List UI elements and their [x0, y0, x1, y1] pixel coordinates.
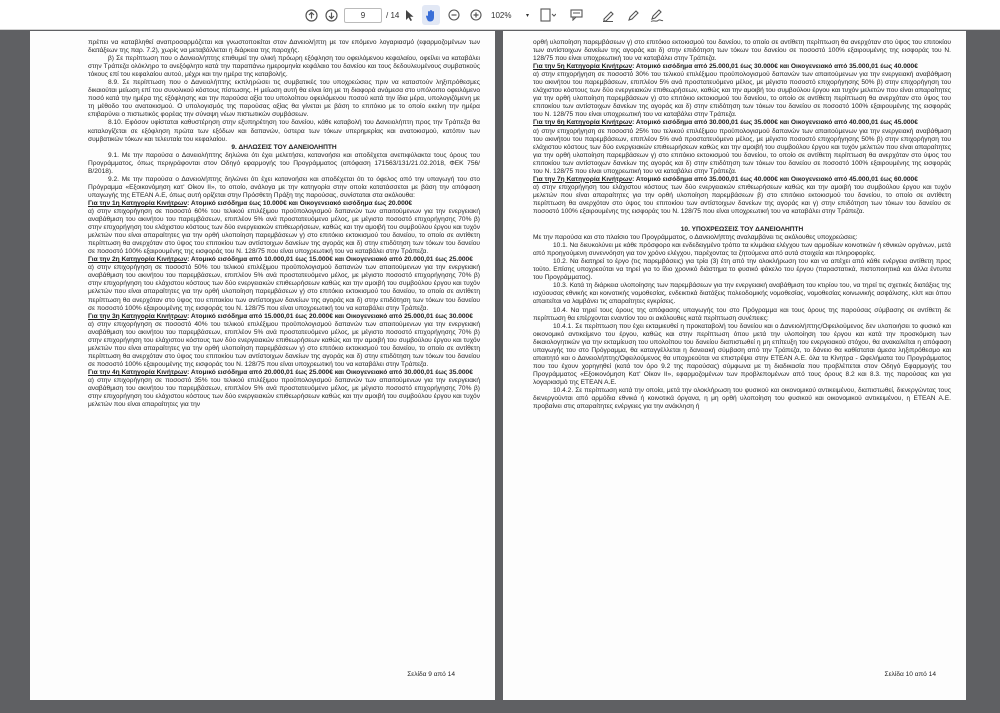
paragraph: πρέπει να καταβληθεί αναπροσαρμόζεται και γνωστοποιείται στον Δανειολήπτη με τον επόμενο λογαριασμό (εφαρμοζομένων των διατάξεων της παρ. 7.2), χωρίς να μεταβάλλεται η διάρκεια της παροχής.	[88, 39, 480, 55]
category-heading: Για την 7η Κατηγορία Κινήτρων: Ατομικό εισόδημα από 35.000,01 έως 40.000€ και Οικογενειακό από 45.000,01 έως 60.000€	[533, 175, 918, 183]
paragraph: 10.4. Να τηρεί τους όρους της απόφασης υπαγωγής του στο Πρόγραμμα και τους όρους της παρούσας σύμβασης σε αντίθετη δε περίπτωση θα επέρχονται εναντίον του οι ακόλουθες κατά περίπτωση συνέπειες:	[533, 306, 951, 322]
arrow-down-icon[interactable]	[322, 0, 340, 30]
section-heading: 10. ΥΠΟΧΡΕΩΣΕΙΣ ΤΟΥ ΔΑΝΕΙΟΛΗΠΤΗ	[680, 226, 804, 234]
category-heading: Για την 4η Κατηγορία Κινήτρων: Ατομικό εισόδημα από 20.000,01 έως 25.000€ και Οικογενειακό από 30.000,01 έως 35.000€	[88, 368, 473, 376]
paragraph: 8.10. Εφόσον υφίσταται καθυστέρηση στην εξυπηρέτηση του δανείου, κάθε καταβολή του Δανειολήπτη προς την Τράπεζα θα καταλογίζεται σε εξόφληση πρώτα των εξόδων και δαπανών, ύστερα των τόκων υπερημερίας και ανατοκισμού, κατόπιν των συμβατικών τόκων και τελευταία του κεφαλαίου.	[88, 119, 480, 143]
zoom-value: 102%	[491, 11, 512, 20]
toolbar	[0, 0, 1000, 30]
paragraph: 10.2. Να διατηρεί το έργο (τις παρεμβάσεις) για τρία (3) έτη από την ολοκλήρωση του και να απέχει από κάθε ενέργεια αντίθετη προς τούτο. Επίσης υποχρεούται να τηρεί για το ίδιο χρονικό διάστημα το φυσικό φάκελο του έργου (παραστατικά, πιστοποιητικά και άλλα έντυπα του Προγράμματος).	[533, 258, 951, 282]
page-number-input[interactable]	[344, 8, 382, 23]
paragraph: ορθή υλοποίηση παρεμβάσεων γ) στο επιτόκιο εκτοκισμού του δανείου, το οποίο σε αντίθετη περίπτωση θα ανερχόταν στο ύψος του επιτοκίου των αντίστοιχων δανείων της αγοράς και δ) στην επιδότηση των τόκων του δανείου σε ποσοστό 100% εξαιρουμένης της εισφοράς του Ν. 128/75 που είναι υποχρεωτική του να καταβάλει στην Τράπεζα.	[533, 39, 951, 63]
pen-icon[interactable]	[625, 0, 641, 30]
page-current: 9	[360, 11, 366, 20]
category-text: α) στην επιχορήγηση σε ποσοστό 40% του τελικού επιλέξιμου προϋπολογισμού δαπανών των απαιτούμενων για την ενεργειακή αναβάθμιση του ακινήτου του παρεμβάσεων, επιπλέον 5% ανά προστατευόμενο μέλος, με μέγιστο ποσοστό επιχορήγησης 70% β) στην επιχορήγηση του ελάχιστου κόστους των δύο ενεργειακών επιθεωρήσεων καθώς και την αμοιβή του συμβούλου έργου και τυχόν μελετών που είναι απαραίτητες για την ορθή υλοποίηση παρεμβάσεων γ) στο επιτόκιο εκτοκισμού του δανείου, το οποίο σε αντίθετη περίπτωση θα ανερχόταν στο ύψος του επιτοκίου των αντίστοιχων δανείων της αγοράς και δ) στην επιδότηση των τόκων του δανείου σε ποσοστό 100% εξαιρουμένης της εισφοράς του Ν. 128/75 που είναι υποχρεωτική του να καταβάλει στην Τράπεζα.	[88, 320, 480, 368]
comment-icon[interactable]	[568, 0, 584, 30]
category-heading: Για την 3η Κατηγορία Κινήτρων: Ατομικό εισόδημα από 15.000,01 έως 20.000€ και Οικογενειακό από 25.000,01 έως 30.000€	[88, 312, 473, 320]
category-heading: Για την 1η Κατηγορία Κινήτρων: Ατομικό εισόδημα έως 10.000€ και Οικογενειακό εισόδημα έως 20.000€	[88, 199, 413, 207]
zoom-select[interactable]	[488, 8, 532, 23]
highlight-icon[interactable]	[600, 0, 616, 30]
hand-icon[interactable]	[422, 5, 440, 25]
pointer-icon[interactable]	[402, 0, 416, 30]
zoom-in-icon[interactable]	[468, 0, 484, 30]
paragraph: 10.4.2. Σε περίπτωση κατά την οποία, μετά την ολοκλήρωση του φυσικού και οικονομικού αντικειμένου, διαπιστωθεί, διενεργώντας τους διενεργούνται από αρμόδια εθνικά ή κοινοτικά όργανα, η μη ορθή υλοποίηση του φυσικού και οικονομικού αντικειμένου, η ΕΤΕΑΝ Α.Ε. προβαίνει στις απαραίτητες ενέργειες για την ανάκληση ή	[533, 386, 951, 411]
category-text: α) στην επιχορήγηση σε ποσοστό 50% του τελικού επιλέξιμου προϋπολογισμού δαπανών των απαιτούμενων για την ενεργειακή αναβάθμιση του ακινήτου του παρεμβάσεων, επιπλέον 5% ανά προστατευόμενο μέλος, με μέγιστο ποσοστό επιχορήγησης 70% β) στην επιχορήγηση του ελάχιστου κόστους των δύο ενεργειακών επιθεωρήσεων καθώς και την αμοιβή του συμβούλου έργου και τυχόν μελετών που είναι απαραίτητες για την ορθή υλοποίηση παρεμβάσεων γ) στο επιτόκιο εκτοκισμού του δανείου, το οποίο σε αντίθετη περίπτωση θα ανερχόταν στο ύψος του επιτοκίου των αντίστοιχων δανείων της αγοράς και δ) στην επιδότηση των τόκων του δανείου σε ποσοστό 100% εξαιρουμένης της εισφοράς του Ν. 128/75 που είναι υποχρεωτική του να καταβάλει στην Τράπεζα.	[88, 264, 480, 312]
category-text: α) στην επιχορήγηση σε ποσοστό 35% του τελικού επιλέξιμου προϋπολογισμού δαπανών των απαιτούμενων για την ενεργειακή αναβάθμιση του ακινήτου του παρεμβάσεων, επιπλέον 5% ανά προστατευόμενο μέλος, με μέγιστο ποσοστό επιχορήγησης 70% β) στην επιχορήγηση του ελάχιστου κόστους των δύο ενεργειακών επιθεωρήσεων καθώς και την αμοιβή του συμβούλου έργου και τυχόν μελετών που είναι απαραίτητες για την	[88, 376, 480, 409]
paragraph: 10.4.1. Σε περίπτωση που έχει εκταμιευθεί η προκαταβολή του δανείου και ο Δανειολήπτης/Οφειλούμενος δεν υλοποιήσει το φυσικό και οικονομικό αντικείμενο του έργου, καθώς και στην περίπτωση όπου μετά την υλοποίηση του έργου και κατά την προσκόμιση των δικαιολογητικών για την εκταμίευση του υπολοίπου του δανείου διαπιστωθεί η μη επίτευξη του ενεργειακού στόχου, θα ανακαλείται η απόφαση υπαγωγής του στο Πρόγραμμα, θα καταγγέλλεται η δανειακή σύμβαση από την Τράπεζα, το δάνειο θα καθίσταται άμεσα ληξιπρόθεσμο και απαιτητό και ο Δανειολήπτης/Οφειλούμενος θα υποχρεούται να επιστρέψει στην ΕΤΕΑΝ Α.Ε. όλα τα Κίνητρα - Ωφελήματα του Προγράμματος που του έχουν χορηγηθεί (κατά τον όρο 9.2 της παρούσας) σύμφωνα με τη διαδικασία που προβλέπεται στον Οδηγό Εφαρμογής του Προγράμματος «Εξοικονόμηση Κατ' Οίκον ΙΙ», εφαρμοζομένων των προβλεπομένων από τους όρους 8.2 και 8.3. της παρούσας και για λογαριασμό της ΕΤΕΑΝ Α.Ε.	[533, 322, 951, 386]
category-heading: Για την 5η Κατηγορία Κινήτρων: Ατομικό εισόδημα από 25.000,01 έως 30.000€ και Οικογενειακό από 35.000,01 έως 40.000€	[533, 63, 918, 71]
page-footer: Σελίδα 10 από 14	[884, 671, 936, 678]
paragraph: 10.3. Κατά τη διάρκεια υλοποίησης των παρεμβάσεων για την ενεργειακή αναβάθμιση του κτιρίου του, να τηρεί τις σχετικές διατάξεις της ισχύουσας εθνικής και κοινοτικής νομοθεσίας, ενδεικτικά διατάξεις πολεοδομικής νομοθεσίας, νομοθεσίας κοινωνικής ασφάλισης, κλπ και όπου απαιτείται να λαμβάνει τις απαραίτητες εγκρίσεις.	[533, 282, 951, 306]
category-text: α) στην επιχορήγηση σε ποσοστό 25% του τελικού επιλέξιμου προϋπολογισμού δαπανών των απαιτούμενων για την ενεργειακή αναβάθμιση του ακινήτου του παρεμβάσεων, επιπλέον 5% ανά προστατευόμενο μέλος, με μέγιστο ποσοστό επιχορήγησης 50% β) στην επιχορήγηση του ελάχιστου κόστους των δύο ενεργειακών επιθεωρήσεων καθώς και την αμοιβή του συμβούλου έργου και τυχόν μελετών που είναι απαραίτητες για την ορθή υλοποίηση παρεμβάσεων γ) στο επιτόκιο εκτοκισμού του δανείου, το οποίο σε αντίθετη περίπτωση θα ανερχόταν στο ύψος του επιτοκίου των αντίστοιχων δανείων της αγοράς και δ) στην επιδότηση των τόκων του δανείου σε ποσοστό 100% εξαιρουμένης της εισφοράς του Ν. 128/75 που είναι υποχρεωτική του να καταβάλει στην Τράπεζα.	[533, 127, 951, 175]
paragraph: 10.1. Να διευκολύνει με κάθε πρόσφορο και ενδεδειγμένο τρόπο τα κλιμάκια ελέγχου των αρμοδίων κοινοτικών ή εθνικών οργάνων, μετά από προηγούμενη συνεννόηση για τον χρόνο ελέγχου, παρέχοντας τα ζητούμενα από αυτά στοιχεία και πληροφορίες.	[533, 242, 951, 258]
paragraph: 8.9. Σε περίπτωση που ο Δανειολήπτης εκπληρώσει τις συμβατικές του υποχρεώσεις πριν να καταστούν ληξιπρόθεσμες δικαιούται μείωση επί του συνολικού κόστους πίστωσης. Η μείωση αυτή θα είναι ίση με τη διαφορά ανάμεσα στο υπόλοιπο οφειλόμενο ποσό κατά την ημέρα της εξόφλησης και την παρούσα αξία του υπολοίπου οφειλόμενου ποσού κατά την ίδια μέρα, υπολογιζόμενη με τη μέθοδο του ανατοκισμού. Ο υπολογισμός της παρούσας αξίας θα γίνεται με βάση το επιτόκιο με το οποίο εκείνη την ημέρα επιβαρύνει ο πιστωτικός φορέας την σύναψη νέων πιστωτικών συμβάσεων.	[88, 79, 480, 119]
page-10	[503, 31, 966, 700]
paragraph: Με την παρούσα και στο πλαίσιο του Προγράμματος, ο Δανειολήπτης αναλαμβάνει τις ακόλουθες υποχρεώσεις:	[533, 234, 858, 242]
page-9-body	[88, 39, 480, 409]
page-9	[30, 31, 495, 700]
page-10-body	[533, 39, 951, 411]
page-total: / 14	[386, 11, 400, 20]
paragraph: β) Σε περίπτωση που ο Δανειολήπτης επιθυμεί την ολική πρόωρη εξόφληση του οφειλόμενου κεφαλαίου, οφείλει να καταβάλει στην Τράπεζα ολόκληρο το ανεξόφλητο κατά την παραπάνω ημερομηνία κεφάλαιο του δανείου και τους δεδουλευμένους συμβατικούς τόκους επί του κεφαλαίου αυτού, μέχρι και την ημέρα της καταβολής.	[88, 55, 480, 79]
zoom-out-icon[interactable]	[446, 0, 462, 30]
category-text: α) στην επιχορήγηση του ελάχιστου κόστους των δύο ενεργειακών επιθεωρήσεων καθώς και την αμοιβή του συμβούλου έργου και τυχόν μελετών που είναι απαραίτητες για την ορθή υλοποίηση παρεμβάσεων β) στο επιτόκιο εκτοκισμού του δανείου, το οποίο σε αντίθετη περίπτωση θα ανερχόταν στο ύψος του επιτοκίου των αντίστοιχων δανείων της αγοράς και γ) στην επιδότηση των τόκων του δανείου σε ποσοστό 100% εξαιρουμένης της εισφοράς του Ν. 128/75 που είναι υποχρεωτική του να καταβάλει στην Τράπεζα.	[533, 183, 951, 215]
paragraph: 9.1. Με την παρούσα ο Δανειολήπτης δηλώνει ότι έχει μελετήσει, κατανοήσει και αποδέχεται ανεπιφύλακτα τους όρους του Προγράμματος, όπως περιγράφονται στον Οδηγό εφαρμογής του Προγράμματος (απόφαση 171563/131/21.02.2018, ΦΕΚ 756/Β/2018).	[88, 151, 480, 175]
category-text: α) στην επιχορήγηση σε ποσοστό 30% του τελικού επιλέξιμου προϋπολογισμού δαπανών των απαιτούμενων για την ενεργειακή αναβάθμιση του ακινήτου του παρεμβάσεων, επιπλέον 5% ανά προστατευόμενο μέλος, με μέγιστο ποσοστό επιχορήγησης 50% β) στην επιχορήγηση του ελάχιστου κόστους των δύο ενεργειακών επιθεωρήσεων, καθώς και την αμοιβή του συμβούλου έργου και τυχόν μελετών που είναι απαραίτητες για την ορθή υλοποίηση παρεμβάσεων γ) στο επιτόκιο εκτοκισμού του δανείου, το οποίο σε αντίθετη περίπτωση θα ανερχόταν στο ύψος του επιτοκίου των αντίστοιχων δανείων της αγοράς και δ) στην επιδότηση των τόκων του δανείου σε ποσοστό 100% εξαιρουμένης της εισφοράς του Ν. 128/75 που είναι υποχρεωτική του να καταβάλει στην Τράπεζα.	[533, 71, 951, 119]
chevron-down-icon: ▾	[525, 13, 529, 19]
category-text: α) στην επιχορήγηση σε ποσοστό 60% του τελικού επιλέξιμου προϋπολογισμού δαπανών των απαιτούμενων για την ενεργειακή αναβάθμιση του ακινήτου του παρεμβάσεων, επιπλέον 5% ανά προστατευόμενο μέλος, με μέγιστο ποσοστό επιχορήγησης 70% β) στην επιχορήγηση του ελάχιστου κόστους των δύο ενεργειακών επιθεωρήσεων, καθώς και την αμοιβή του συμβούλου έργου και τυχόν μελετών που είναι απαραίτητες για την ορθή υλοποίηση παρεμβάσεων γ) στο επιτόκιο εκτοκισμού του δανείου, το οποίο σε αντίθετη περίπτωση θα ανερχόταν στο ύψος του επιτοκίου των αντίστοιχων δανείων της αγοράς και δ) στην επιδότηση των τόκων του δανείου σε ποσοστό 100% εξαιρουμένης της εισφοράς του Ν. 128/75 που είναι υποχρεωτική του να καταβάλει στην Τράπεζα.	[88, 207, 480, 256]
page-container[interactable]	[0, 31, 1000, 713]
section-heading: 9. ΔΗΛΩΣΕΙΣ ΤΟΥ ΔΑΝΕΙΟΛΗΠΤΗ	[231, 143, 337, 151]
sign-icon[interactable]	[648, 0, 666, 30]
category-heading: Για την 2η Κατηγορία Κινήτρων: Ατομικό εισόδημα από 10.000,01 έως 15.000€ και Οικογενειακό από 20.000,01 έως 25.000€	[88, 256, 473, 264]
paragraph: 9.2. Με την παρούσα ο Δανειολήπτης δηλώνει ότι έχει κατανοήσει και αποδέχεται ότι το όφελος από την υπαγωγή του στο Πρόγραμμα «Εξοικονόμηση κατ' Οίκον ΙΙ», το οποίο, ανάλογα με την κατηγορία στην οποία κατατάσσεται με βάση την απόφαση υπαγωγής της ΕΤΕΑΝ Α.Ε, όπως αυτή ορίζεται στην Πρόσθετη Πράξη της παρούσας, συνίσταται στα ακόλουθα:	[88, 175, 480, 199]
category-heading: Για την 6η Κατηγορία Κινήτρων: Ατομικό εισόδημα από 30.000,01 έως 35.000€ και Οικογενειακό από 40.000,01 έως 45.000€	[533, 119, 918, 127]
page-footer: Σελίδα 9 από 14	[407, 671, 455, 678]
fit-page-icon[interactable]	[538, 0, 558, 30]
arrow-up-icon[interactable]	[302, 0, 320, 30]
